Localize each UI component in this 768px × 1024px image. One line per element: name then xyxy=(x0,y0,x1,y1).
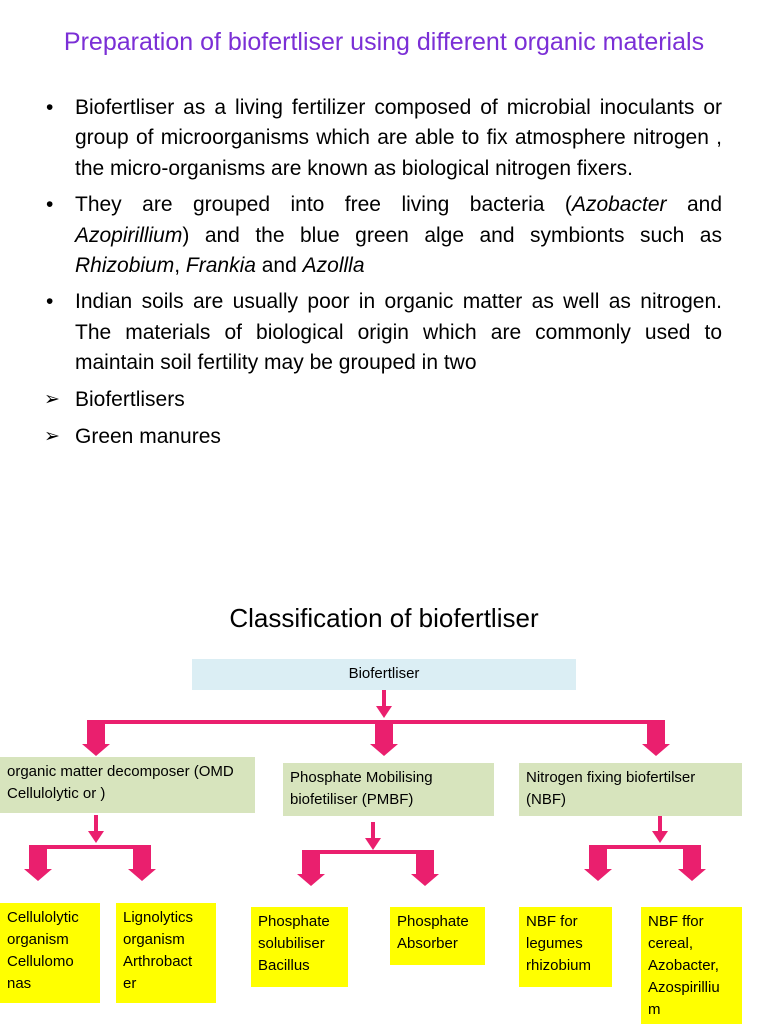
leaf-nbf-cereal: NBF ffor cereal, Azobacter, Azospirilliu m xyxy=(641,907,742,1024)
arrow-down-pmbf xyxy=(370,720,398,756)
italic-term: Azollla xyxy=(302,254,365,278)
arrow-bullet-icon: ➢ xyxy=(44,426,60,448)
leaf-lignolytics: Lignolytics organism Arthrobact er xyxy=(116,903,216,1003)
text-segment: Indian soils are usually poor in organic matter as well as nitrogen. The materials of biological origin which are commonly used to maintain soil fertility may be grouped in two xyxy=(75,290,722,375)
text-segment: and xyxy=(255,254,303,278)
arrow-head-root xyxy=(376,706,392,718)
leaf-nbf-legumes: NBF for legumes rhizobium xyxy=(519,907,612,987)
slide-title: Preparation of biofertliser using different organic materials xyxy=(63,28,705,56)
category-omd: organic matter decomposer (OMD Cellulolytic or ) xyxy=(0,757,255,813)
category-nbf: Nitrogen fixing biofertilser (NBF) xyxy=(519,763,742,816)
text-segment: and xyxy=(666,193,722,217)
arrow-down-solubiliser xyxy=(297,850,325,886)
root-node-biofertliser: Biofertliser xyxy=(192,659,576,690)
bullet-dot-icon: • xyxy=(46,290,54,314)
italic-term: Frankia xyxy=(185,254,256,278)
italic-term: Azobacter xyxy=(571,193,667,217)
arrow-item-text: Green manures xyxy=(75,425,221,449)
arrow-head-pmbf xyxy=(365,838,381,850)
text-segment: ) and the blue green alge and symbionts such as xyxy=(182,223,722,247)
text-segment: , xyxy=(174,254,186,278)
arrow-down-absorber xyxy=(411,850,439,886)
category-pmbf: Phosphate Mobilising biofetiliser (PMBF) xyxy=(283,763,494,816)
leaf-phosphate-solubiliser: Phosphate solubiliser Bacillus xyxy=(251,907,348,987)
text-segment: Biofertliser as a living fertilizer composed of microbial inoculants or group of microorganisms which are able to fix atmosphere nitrogen , the micro-organisms are known as biological nitrogen fixers. xyxy=(75,96,722,180)
classification-title: Classification of biofertliser xyxy=(229,603,539,633)
arrow-down-omd xyxy=(82,720,110,756)
text-segment: They are grouped into free living bacteria ( xyxy=(75,193,572,217)
arrow-bullet-icon: ➢ xyxy=(44,388,60,410)
italic-term: Rhizobium xyxy=(75,254,175,278)
arrow-down-cellulolytic xyxy=(24,845,52,881)
arrow-head-nbf xyxy=(652,831,668,843)
bullet-dot-icon: • xyxy=(46,193,54,217)
arrow-head-omd xyxy=(88,831,104,843)
arrow-down-cereal xyxy=(678,845,706,881)
italic-term: Azopirillium xyxy=(75,223,183,247)
arrow-down-nbf xyxy=(642,720,670,756)
leaf-phosphate-absorber: Phosphate Absorber xyxy=(390,907,485,965)
arrow-down-legumes xyxy=(584,845,612,881)
leaf-cellulolytic: Cellulolytic organism Cellulomo nas xyxy=(0,903,100,1003)
arrow-down-lignolytics xyxy=(128,845,156,881)
bullet-dot-icon: • xyxy=(46,96,54,119)
arrow-item-text: Biofertlisers xyxy=(75,387,185,411)
